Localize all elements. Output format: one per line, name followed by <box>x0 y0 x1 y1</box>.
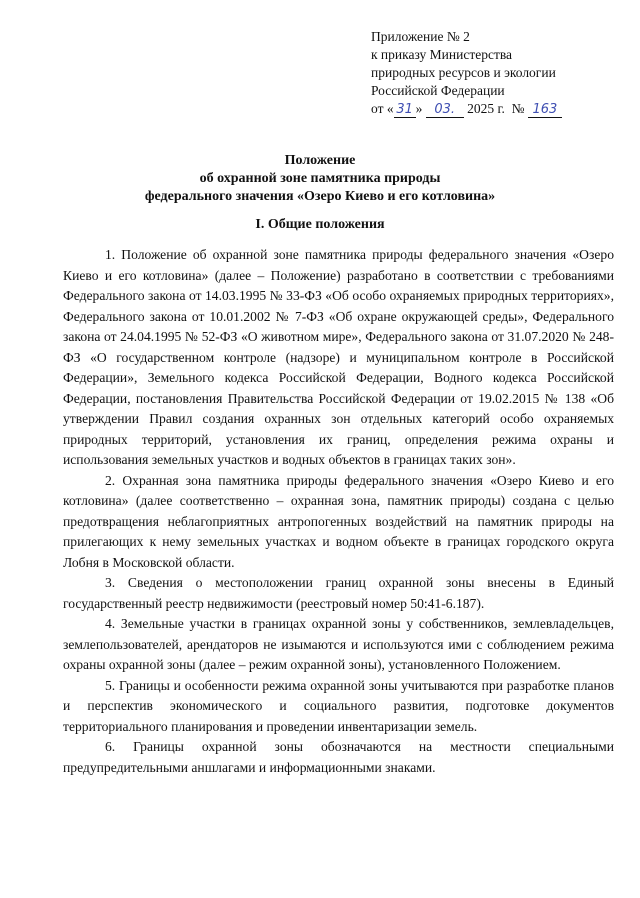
ministry-name: природных ресурсов и экологии <box>371 65 556 80</box>
title-line-2: об охранной зоне памятника природы <box>199 171 441 186</box>
order-date-line <box>371 100 562 118</box>
handwritten-order-number: 163 <box>528 103 562 118</box>
title-line-1: Положение <box>284 153 356 168</box>
handwritten-day: 31 <box>394 103 416 118</box>
date-year: 2025 г. <box>467 101 505 116</box>
paragraph-2: 2. Охранная зона памятника природы федерального значения «Озеро Киево и его котловина» (далее соответственно – охранная зона, памятник природы) создана с целью предотвращения неблагоприятных антропогенных воздействий на памятник природы на прилегающих к нему земельных участках и водном объекте в границах городского округа Лобня в Московской области. <box>63 472 614 570</box>
country-name: Российской Федерации <box>371 83 505 98</box>
paragraph-6: 6. Границы охранной зоны обозначаются на местности специальными предупредительными аншлагами и информационными знаками. <box>63 739 614 775</box>
document-title <box>0 152 640 206</box>
order-reference: к приказу Министерства <box>371 47 513 62</box>
paragraph-1: 1. Положение об охранной зоне памятника природы федерального значения «Озеро Киево и его котловина» (далее – Положение) разработано в соответствии с требованиями Федерального закона от 14.03.1995 № 33-ФЗ «Об особо охраняемых природных территориях», Федерального закона от 10.01.2002 № 7-ФЗ «Об охране окружающей среды», Федерального закона от 24.04.1995 № 52-ФЗ «О животном мире», Федерального закона от 31.07.2020 № 248-ФЗ «О государственном контроле (надзоре) и муниципальном контроле в Российской Федерации», Земельного кодекса Российской Федерации, Водного кодекса Российской Федерации, постановления Правительства Российской Федерации от 19.02.2015 № 138 «Об утверждении Правил создания охранных зон отдельных категорий особо охраняемых природных территорий, установления их границ, определения режима охраны и использования земельных участков и водных объектов в границах таких зон». <box>63 247 614 467</box>
date-prefix: от « <box>371 101 394 116</box>
paragraph-4: 4. Земельные участки в границах охранной зоны у собственников, землевладельцев, землепользователей, арендаторов не изымаются и используются ими с соблюдением режима охраны охранной зоны (далее – режим охранной зоны), установленного Положением. <box>63 616 614 672</box>
paragraph-5: 5. Границы и особенности режима охранной зоны учитываются при разработке планов и перспектив экономического и социального развития, подготовке документов территориального планирования и проведении инвентаризации земель. <box>63 677 614 734</box>
title-line-3: федерального значения «Озеро Киево и его котловина» <box>144 189 496 204</box>
date-mid: » <box>415 101 423 116</box>
document-body <box>63 245 614 778</box>
appendix-number: Приложение № 2 <box>371 29 470 44</box>
section-heading: I. Общие положения <box>255 217 385 232</box>
number-label: № <box>511 101 525 116</box>
appendix-header <box>371 28 562 118</box>
handwritten-month: 03. <box>426 103 464 118</box>
paragraph-3: 3. Сведения о местоположении границ охранной зоны внесены в Единый государственный реестр недвижимости (реестровый номер 50:41-6.187). <box>63 575 614 611</box>
